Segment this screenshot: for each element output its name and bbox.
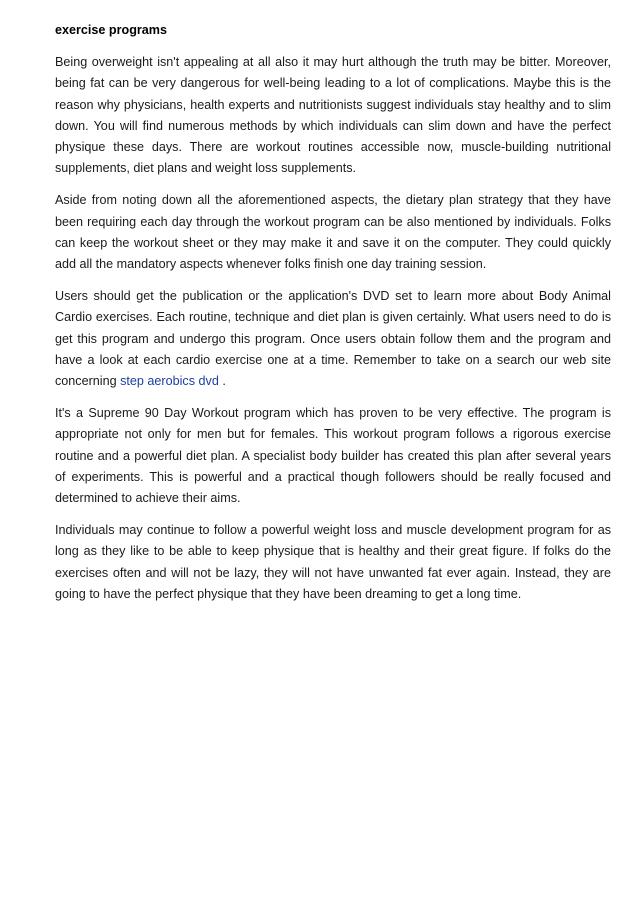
step-aerobics-dvd-link[interactable]: step aerobics dvd	[120, 374, 219, 389]
document-page	[55, 20, 611, 616]
paragraph-1: Being overweight isn't appealing at all also it may hurt although the truth may be bitter. Moreover, being fat can be very dangerous for well-being leading to a lot of complications. Maybe this is the reason why physicians, health experts and nutritionists suggest individuals stay healthy and to slim down. You will find numerous methods by which individuals can slim down and have the perfect physique these days. There are workout routines accessible now, muscle-building nutritional supplements, diet plans and weight loss supplements.	[55, 55, 611, 176]
paragraph-4: It's a Supreme 90 Day Workout program which has proven to be very effective. The program is appropriate not only for men but for females. This workout program follows a rigorous exercise routine and a powerful diet plan. A specialist body builder has created this plan after several years of experiments. This is powerful and a practical though followers should be really focused and determined to achieve their aims.	[55, 406, 611, 506]
paragraph-5: Individuals may continue to follow a powerful weight loss and muscle development program for as long as they like to be able to keep physique that is healthy and their great figure. If folks do the exercises often and will not be lazy, they will not have unwanted fat ever again. Instead, they are going to have the perfect physique that they have been dreaming to get a long time.	[55, 523, 611, 601]
document-title: exercise programs	[55, 23, 168, 37]
paragraph-3	[55, 286, 611, 392]
paragraph-3-text: Users should get the publication or the application's DVD set to learn more about Body Animal Cardio exercises. Each routine, technique and diet plan is given certainly. What users need to do is get this program and undergo this program. Once users obtain follow them and the program and have a look at each cardio exercise one at a time. Remember to take on a search our web site concerning	[55, 289, 611, 389]
paragraph-2: Aside from noting down all the aforementioned aspects, the dietary plan strategy that they have been requiring each day through the workout program can be also mentioned by individuals. Folks can keep the workout sheet or they may make it and save it on the computer. They could quickly add all the mandatory aspects whenever folks finish one day training session.	[55, 193, 611, 272]
paragraph-3-end: .	[218, 374, 226, 389]
